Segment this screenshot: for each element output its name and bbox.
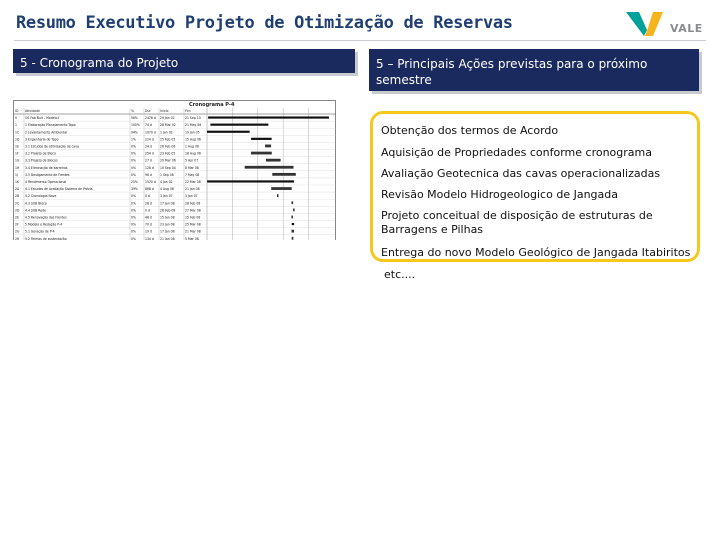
- gantt-cell-dur: 74 d: [145, 123, 152, 128]
- gantt-cell-pct: 25%: [131, 180, 138, 184]
- gantt-cell-id: 2G: [15, 229, 20, 234]
- gantt-bar: [277, 194, 279, 197]
- gantt-cell-name: 3.1 Estudos de otimização de cava: [25, 144, 79, 149]
- gantt-cell-end: 22 Mar 08: [185, 180, 201, 184]
- gantt-cell-dur: 254 d: [145, 151, 154, 156]
- gantt-cell-start: 17 Jan 08: [160, 201, 175, 206]
- gantt-cell-dur: 134 d: [145, 236, 154, 240]
- gantt-cell-name: 5 Modelo e Redação P-4: [25, 222, 63, 227]
- gantt-cell-pct: 94%: [131, 130, 138, 135]
- gantt-bar: [293, 208, 295, 211]
- gantt-cell-id: 1E: [15, 144, 19, 149]
- gantt-cell-start: 1 Sep 06: [160, 172, 174, 177]
- gantt-col-header: ID: [15, 109, 19, 113]
- gantt-cell-start: 10 Sep 04: [160, 165, 176, 170]
- action-item: Aquisição de Propriedades conforme cronograma: [381, 146, 652, 159]
- gantt-bar: [207, 180, 294, 182]
- gantt-cell-end: 1 Aug 06: [185, 144, 199, 149]
- gantt-bar: [265, 145, 271, 148]
- gantt-cell-dur: 96 d: [145, 172, 152, 177]
- action-item: Obtenção dos termos de Acordo: [381, 124, 559, 137]
- gantt-cell-end: 7 May 08: [185, 172, 200, 177]
- gantt-cell-start: 17 Jan 08: [160, 229, 175, 234]
- gantt-cell-dur: 24 d: [145, 144, 152, 149]
- gantt-cell-start: 28 Mar 02: [160, 123, 176, 128]
- gantt-cell-dur: 868 d: [145, 187, 154, 192]
- action-item: etc....: [384, 268, 416, 281]
- gantt-cell-end: 27 Mar 08: [185, 208, 201, 213]
- gantt-cell-pct: 0%: [131, 194, 136, 199]
- gantt-cell-start: 23 Jan 08: [160, 222, 175, 227]
- gantt-cell-start: 25 Feb 05: [160, 137, 176, 142]
- gantt-cell-pct: 0%: [131, 172, 136, 177]
- section-header-schedule-label: 5 - Cronograma do Projeto: [20, 56, 179, 70]
- section-header-actions-label: 5 – Principais Ações previstas para o próximo semestre: [376, 57, 648, 87]
- gantt-cell-name: 3.2 Projeto de Bloco: [25, 151, 56, 156]
- section-header-actions: [369, 49, 699, 91]
- gantt-bar: [207, 131, 250, 133]
- gantt-cell-dur: 1070 d: [145, 130, 156, 135]
- gantt-cell-pct: 56%: [131, 116, 138, 121]
- gantt-cell-name: 4.1 Estudos de Avaliação Sistema de Prévia: [25, 187, 93, 192]
- gantt-cell-dur: 27 d: [145, 158, 152, 163]
- gantt-bar: [272, 173, 296, 176]
- gantt-cell-dur: 0 d: [145, 194, 150, 199]
- gantt-cell-name: 5.1 Geração de P-4: [25, 229, 55, 234]
- gantt-cell-id: 2C: [15, 201, 20, 206]
- gantt-bar: [292, 230, 294, 233]
- gantt-cell-end: 5 Mar 08: [185, 236, 199, 240]
- gantt-cell-id: 2E: [15, 215, 19, 220]
- gantt-cell-id: 1H: [15, 165, 20, 170]
- gantt-cell-pct: 0%: [131, 229, 136, 234]
- gantt-cell-id: 2D: [15, 208, 20, 213]
- logo-text: VALE: [670, 22, 703, 35]
- gantt-bar: [271, 187, 291, 190]
- gantt-cell-end: 21 Sep 10: [185, 116, 201, 121]
- gantt-cell-name: OS Fab Nuit - Modelo1: [25, 116, 60, 121]
- gantt-cell-dur: 0 d: [145, 208, 150, 213]
- gantt-bar: [251, 152, 272, 155]
- gantt-cell-name: 4 Rendimento Operacional: [25, 180, 67, 184]
- gantt-cell-end: 18 Aug 06: [185, 151, 201, 156]
- gantt-cell-end: 15 Feb 08: [185, 215, 201, 220]
- gantt-bar: [245, 166, 294, 169]
- gantt-bar: [292, 237, 294, 240]
- gantt-cell-name: 3.5 Desligamento de Frentes: [25, 172, 70, 177]
- page-title: Resumo Executivo Projeto de Otimização de Reservas: [16, 13, 513, 33]
- gantt-cell-start: 15 Jan 08: [160, 215, 175, 220]
- section-header-schedule: [13, 49, 355, 73]
- gantt-bar: [291, 216, 293, 219]
- gantt-cell-end: 15 Aug 06: [185, 137, 201, 142]
- gantt-cell-pct: 0%: [131, 165, 136, 170]
- title-divider: [14, 40, 706, 41]
- gantt-cell-end: 21 Jan 08: [185, 187, 200, 192]
- gantt-cell-name: 4.4 SUB Rede: [25, 208, 47, 213]
- gantt-cell-dur: 1570 d: [145, 180, 156, 184]
- gantt-cell-pct: 0%: [131, 158, 136, 163]
- gantt-cell-name: 5.2 Termos de sustentação: [25, 236, 67, 240]
- gantt-cell-name: 1 Elaboração Planejamento Topo: [25, 123, 76, 128]
- gantt-cell-id: 1K: [15, 180, 19, 184]
- gantt-cell-id: 2F: [15, 222, 19, 227]
- gantt-bar: [292, 223, 294, 225]
- gantt-cell-pct: 39%: [131, 187, 138, 192]
- gantt-col-header: Início: [160, 109, 169, 113]
- gantt-cell-dur: 224 d: [145, 137, 154, 142]
- gantt-cell-dur: 2478 d: [145, 116, 156, 121]
- gantt-col-header: Atividade: [25, 109, 40, 113]
- gantt-cell-dur: 19 d: [145, 229, 152, 234]
- gantt-cell-dur: 70 d: [145, 222, 152, 227]
- gantt-col-header: %: [131, 109, 135, 113]
- gantt-bar: [251, 138, 272, 140]
- gantt-cell-start: 28 Feb 08: [160, 208, 176, 213]
- gantt-cell-id: 2B: [15, 194, 20, 199]
- gantt-cell-end: 3 Jan 07: [185, 194, 198, 199]
- gantt-cell-end: 21 May 06: [185, 123, 202, 128]
- action-item: Projeto conceitual de disposição de estruturas de Barragens e Pilhas: [381, 209, 653, 236]
- gantt-cell-dur: 128 d: [145, 165, 154, 170]
- gantt-cell-id: 1J: [15, 172, 18, 177]
- gantt-cell-name: 4.2 Cronologia Nova: [25, 194, 57, 199]
- gantt-cell-name: 3.3 Projeto de Blocos: [25, 158, 58, 163]
- gantt-cell-name: 3.4 Eliminação de barreiras: [25, 165, 68, 170]
- gantt-cell-dur: 48 d: [145, 215, 152, 220]
- action-item: Revisão Modelo Hidrogeologico de Jangada: [381, 188, 618, 201]
- gantt-cell-id: 2A: [15, 187, 20, 192]
- gantt-cell-name: 4.3 SUB Bloco: [25, 201, 47, 206]
- gantt-cell-start: 3 Jan 07: [160, 194, 173, 199]
- gantt-cell-pct: 100%: [131, 123, 140, 128]
- gantt-cell-id: 1C: [15, 130, 20, 135]
- gantt-cell-start: 1 Jan 02: [160, 130, 173, 135]
- gantt-cell-start: 21 Jan 08: [160, 236, 175, 240]
- gantt-cell-pct: 0%: [131, 236, 136, 240]
- gantt-cell-id: 1D: [15, 137, 20, 142]
- gantt-bar: [208, 116, 329, 118]
- gantt-cell-start: 20 Mar 06: [160, 158, 176, 163]
- gantt-cell-pct: 0%: [131, 144, 136, 149]
- gantt-cell-start: 4 Jan 02: [160, 180, 173, 184]
- gantt-cell-name: 4.5 Renovação das Frentes: [25, 215, 67, 220]
- gantt-cell-id: 0: [15, 116, 17, 121]
- gantt-cell-end: 21 Mar 08: [185, 229, 201, 234]
- gantt-col-header: Fim: [185, 109, 191, 113]
- gantt-title: Cronograma P-4: [189, 102, 235, 108]
- gantt-cell-id: 1G: [15, 158, 20, 163]
- gantt-cell-end: 19 Jan 05: [185, 130, 200, 135]
- gantt-bar: [210, 124, 268, 126]
- action-item: Avaliação Geotecnica das cavas operacionalizadas: [381, 167, 661, 180]
- gantt-cell-end: 8 Mar 08: [185, 165, 199, 170]
- gantt-bar: [292, 201, 294, 204]
- gantt-cell-id: 1: [15, 123, 17, 128]
- gantt-cell-id: 2H: [15, 236, 20, 240]
- gantt-col-header: Dur: [145, 109, 151, 113]
- action-item: Entrega do novo Modelo Geológico de Jangada Itabiritos: [381, 246, 691, 259]
- gantt-cell-start: 26 Feb 06: [160, 144, 176, 149]
- gantt-cell-pct: 0%: [131, 222, 136, 227]
- gantt-cell-pct: 0%: [131, 151, 136, 156]
- gantt-bar: [266, 159, 281, 162]
- gantt-cell-name: 3 Engenharia de Topo: [25, 137, 59, 142]
- gantt-cell-start: 29 Jan 02: [160, 116, 175, 121]
- gantt-chart: [13, 100, 336, 240]
- gantt-cell-pct: 0%: [131, 215, 136, 220]
- gantt-cell-pct: 0%: [131, 201, 136, 206]
- gantt-cell-pct: 1%: [131, 137, 136, 142]
- gantt-cell-end: 28 Feb 08: [185, 201, 201, 206]
- gantt-cell-pct: 0%: [131, 208, 136, 213]
- gantt-cell-end: 5 Apr 07: [185, 158, 199, 163]
- gantt-cell-id: 1F: [15, 151, 19, 156]
- gantt-cell-end: 25 Mar 08: [185, 222, 201, 227]
- gantt-cell-name: 2 Levantamento Ambiental: [25, 130, 68, 135]
- gantt-cell-start: 23 Feb 05: [160, 151, 176, 156]
- gantt-cell-dur: 28 d: [145, 201, 152, 206]
- gantt-cell-start: 4 Aug 06: [160, 187, 174, 192]
